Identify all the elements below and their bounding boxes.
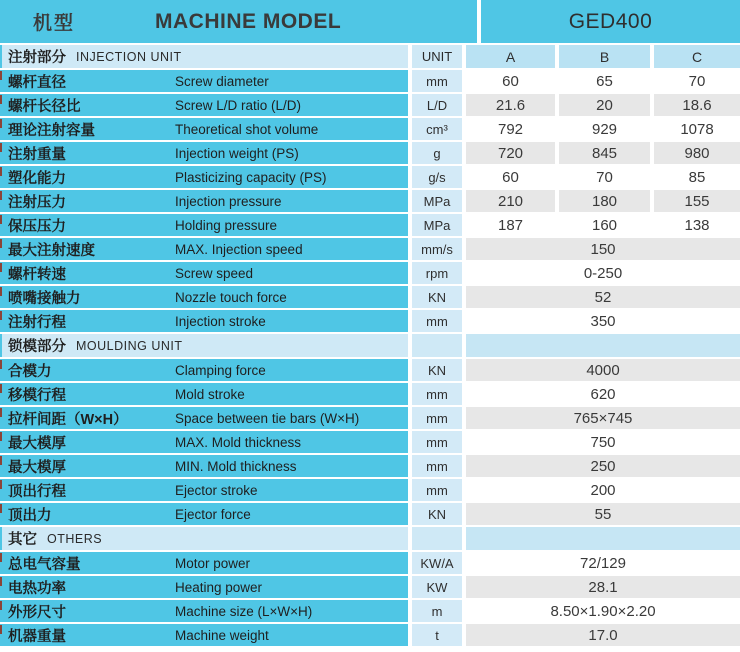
value-all: 4000 [466, 359, 740, 381]
row-unit: cm³ [412, 118, 462, 140]
spec-row [0, 552, 740, 574]
spec-row [0, 70, 740, 92]
value-c: 85 [654, 166, 740, 188]
value-c: 18.6 [654, 94, 740, 116]
section-title-zh: 其它 [8, 532, 37, 548]
value-c: 70 [654, 70, 740, 92]
value-all: 52 [466, 286, 740, 308]
row-label [0, 407, 408, 429]
row-label [0, 262, 408, 284]
row-unit: t [412, 624, 462, 646]
row-unit: MPa [412, 190, 462, 212]
row-label-zh: 保压压力 [8, 218, 66, 235]
row-label [0, 600, 408, 622]
row-label [0, 310, 408, 332]
row-label-en: Theoretical shot volume [175, 121, 319, 137]
row-unit: mm [412, 383, 462, 405]
row-label-en: Heating power [175, 579, 263, 595]
row-label-zh: 注射重量 [8, 146, 66, 163]
row-label [0, 359, 408, 381]
header-row [0, 0, 740, 43]
row-label-en: Ejector force [175, 506, 251, 522]
spec-row [0, 503, 740, 525]
section-value-spacer [466, 527, 740, 550]
spec-row [0, 431, 740, 453]
spec-row [0, 166, 740, 188]
spec-row [0, 262, 740, 284]
spec-row [0, 94, 740, 116]
row-label-zh: 喷嘴接触力 [8, 290, 81, 307]
value-all: 750 [466, 431, 740, 453]
value-a: 792 [466, 118, 555, 140]
section-row-0 [0, 45, 740, 68]
row-label-en: Clamping force [175, 362, 266, 378]
row-unit: KN [412, 503, 462, 525]
column-header-b: B [559, 45, 650, 68]
row-label-en: Screw diameter [175, 73, 269, 89]
row-label [0, 190, 408, 212]
row-label-zh: 螺杆转速 [8, 266, 66, 283]
spec-row [0, 600, 740, 622]
value-b: 180 [559, 190, 650, 212]
row-label [0, 214, 408, 236]
row-unit: KW [412, 576, 462, 598]
row-unit: rpm [412, 262, 462, 284]
row-label-zh: 最大模厚 [8, 435, 66, 452]
value-c: 980 [654, 142, 740, 164]
value-all: 17.0 [466, 624, 740, 646]
row-unit: KW/A [412, 552, 462, 574]
value-all: 8.50×1.90×2.20 [466, 600, 740, 622]
spec-row [0, 624, 740, 646]
row-label [0, 431, 408, 453]
value-all: 765×745 [466, 407, 740, 429]
row-label-zh: 外形尺寸 [8, 604, 66, 621]
section-title-zh: 注射部分 [8, 50, 66, 66]
row-label-zh: 电热功率 [8, 580, 66, 597]
row-unit: L/D [412, 94, 462, 116]
row-label [0, 238, 408, 260]
value-c: 138 [654, 214, 740, 236]
section-title-en: INJECTION UNIT [76, 49, 182, 64]
row-label-en: Nozzle touch force [175, 289, 287, 305]
row-unit: mm [412, 479, 462, 501]
row-unit: mm [412, 310, 462, 332]
column-header-unit: UNIT [412, 45, 462, 68]
section-unit-spacer [412, 334, 462, 357]
value-a: 60 [466, 70, 555, 92]
row-label [0, 142, 408, 164]
value-all: 620 [466, 383, 740, 405]
section-value-spacer [466, 334, 740, 357]
section-row-2 [0, 527, 740, 550]
row-label [0, 118, 408, 140]
row-unit: MPa [412, 214, 462, 236]
row-label-en: Screw L/D ratio (L/D) [175, 97, 302, 113]
row-label [0, 503, 408, 525]
row-label-en: Ejector stroke [175, 482, 258, 498]
row-label-zh: 注射压力 [8, 194, 66, 211]
row-label [0, 286, 408, 308]
machine-model-header-cell [0, 0, 477, 43]
value-all: 28.1 [466, 576, 740, 598]
row-label-zh: 总电气容量 [8, 556, 81, 573]
row-label-zh: 最大模厚 [8, 459, 66, 476]
row-label-zh: 顶出行程 [8, 483, 66, 500]
model-value: GED400 [568, 9, 653, 33]
value-all: 55 [466, 503, 740, 525]
row-label-en: MAX. Mold thickness [175, 434, 302, 450]
section-title-en: OTHERS [47, 531, 103, 546]
row-unit: mm/s [412, 238, 462, 260]
row-unit: KN [412, 359, 462, 381]
value-c: 155 [654, 190, 740, 212]
value-c: 1078 [654, 118, 740, 140]
row-unit: g/s [412, 166, 462, 188]
row-label-zh: 最大注射速度 [8, 242, 95, 259]
spec-row [0, 310, 740, 332]
value-a: 210 [466, 190, 555, 212]
row-label-en: Injection stroke [175, 313, 266, 329]
row-label [0, 94, 408, 116]
spec-row [0, 118, 740, 140]
spec-row [0, 238, 740, 260]
spec-row [0, 576, 740, 598]
row-unit: KN [412, 286, 462, 308]
value-all: 150 [466, 238, 740, 260]
spec-row [0, 359, 740, 381]
section-title-zh: 锁模部分 [8, 339, 66, 355]
column-header-c: C [654, 45, 740, 68]
value-b: 65 [559, 70, 650, 92]
value-a: 720 [466, 142, 555, 164]
row-label-en: Mold stroke [175, 386, 245, 402]
row-label-zh: 螺杆直径 [8, 74, 66, 91]
value-all: 250 [466, 455, 740, 477]
spec-row [0, 479, 740, 501]
row-unit: m [412, 600, 462, 622]
section-title-en: MOULDING UNIT [76, 338, 183, 353]
section-title [0, 527, 408, 550]
machine-model-label-en: MACHINE MODEL [155, 9, 342, 33]
row-label [0, 479, 408, 501]
row-label-en: Injection pressure [175, 193, 282, 209]
row-label-zh: 注射行程 [8, 314, 66, 331]
value-a: 21.6 [466, 94, 555, 116]
row-label [0, 166, 408, 188]
row-unit: mm [412, 70, 462, 92]
section-row-1 [0, 334, 740, 357]
row-label [0, 576, 408, 598]
row-label-zh: 拉杆间距（W×H） [8, 411, 128, 428]
spec-row [0, 407, 740, 429]
value-all: 0-250 [466, 262, 740, 284]
row-label-en: Screw speed [175, 265, 254, 281]
section-title [0, 45, 408, 68]
spec-row [0, 383, 740, 405]
value-all: 72/129 [466, 552, 740, 574]
row-label-zh: 合模力 [8, 363, 52, 380]
row-label-en: Machine weight [175, 627, 269, 643]
column-header-a: A [466, 45, 555, 68]
machine-model-label-zh: 机型 [33, 13, 76, 34]
section-unit-spacer [412, 527, 462, 550]
row-label-zh: 塑化能力 [8, 170, 66, 187]
row-label-zh: 顶出力 [8, 507, 52, 524]
row-label [0, 455, 408, 477]
row-label-en: MAX. Injection speed [175, 241, 303, 257]
value-all: 200 [466, 479, 740, 501]
spec-row [0, 190, 740, 212]
row-label-en: Plasticizing capacity (PS) [175, 169, 327, 185]
row-label [0, 624, 408, 646]
row-label-en: MIN. Mold thickness [175, 458, 297, 474]
row-label-en: Holding pressure [175, 217, 278, 233]
spec-table [0, 45, 740, 646]
spec-row [0, 214, 740, 236]
value-a: 187 [466, 214, 555, 236]
row-label [0, 70, 408, 92]
value-all: 350 [466, 310, 740, 332]
row-label-en: Machine size (L×W×H) [175, 603, 313, 619]
row-label-en: Injection weight (PS) [175, 145, 299, 161]
row-label-zh: 理论注射容量 [8, 122, 95, 139]
value-b: 929 [559, 118, 650, 140]
value-b: 160 [559, 214, 650, 236]
model-value-cell [481, 0, 740, 43]
row-unit: mm [412, 407, 462, 429]
row-label-en: Motor power [175, 555, 251, 571]
row-label [0, 552, 408, 574]
value-b: 70 [559, 166, 650, 188]
row-label [0, 383, 408, 405]
value-a: 60 [466, 166, 555, 188]
row-label-en: Space between tie bars (W×H) [175, 410, 360, 426]
row-unit: g [412, 142, 462, 164]
row-label-zh: 机器重量 [8, 628, 66, 645]
row-unit: mm [412, 431, 462, 453]
row-label-zh: 螺杆长径比 [8, 98, 81, 115]
value-b: 20 [559, 94, 650, 116]
row-label-zh: 移模行程 [8, 387, 66, 404]
value-b: 845 [559, 142, 650, 164]
spec-row [0, 455, 740, 477]
section-title [0, 334, 408, 357]
spec-row [0, 142, 740, 164]
row-unit: mm [412, 455, 462, 477]
spec-row [0, 286, 740, 308]
